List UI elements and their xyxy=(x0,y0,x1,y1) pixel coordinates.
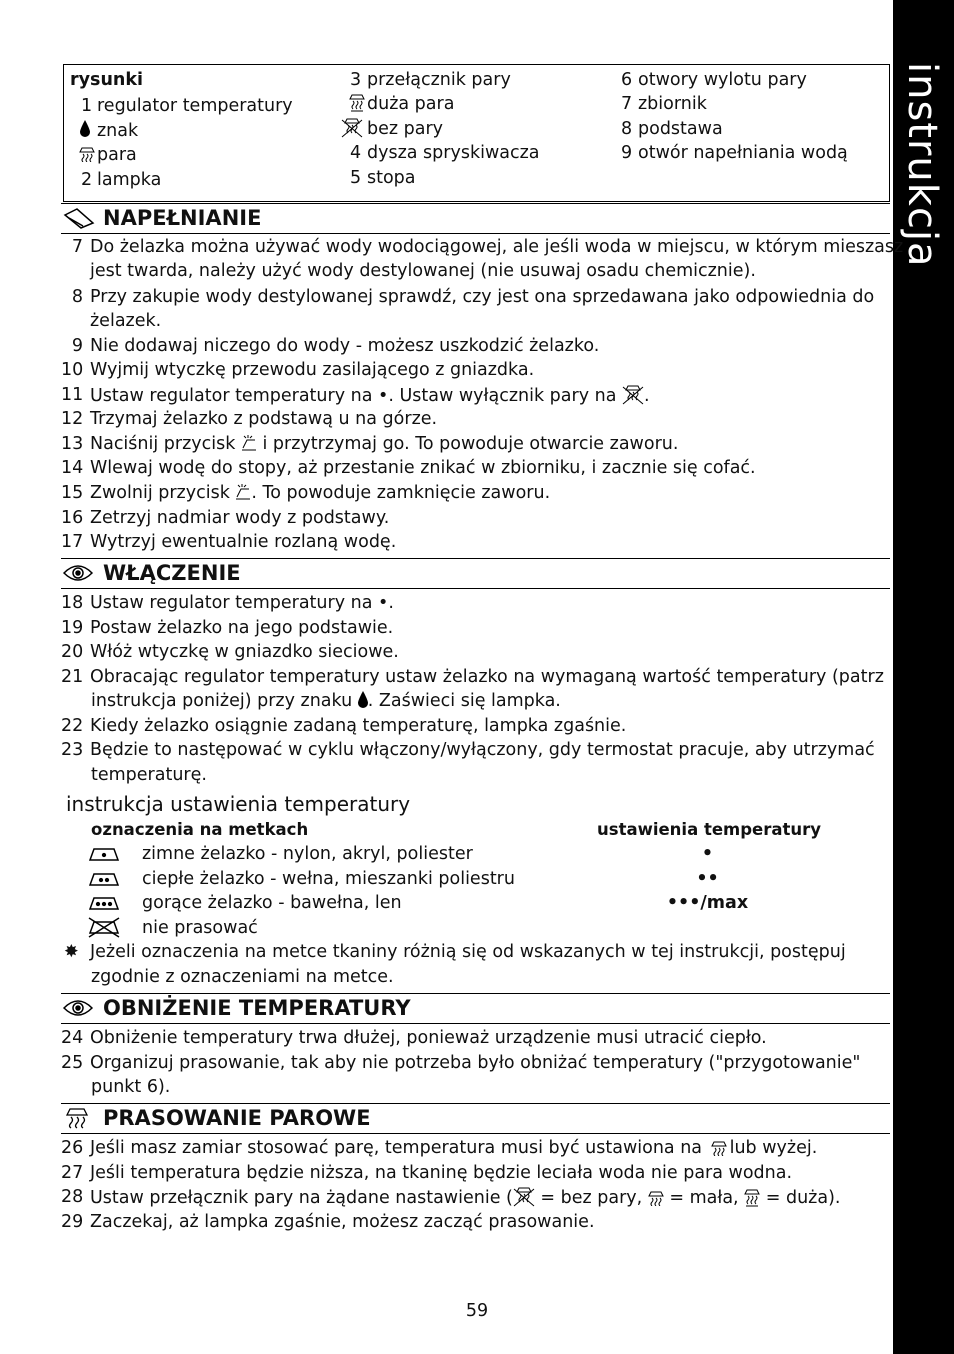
figure-item-label: regulator temperatury xyxy=(97,96,293,116)
iron-cool-icon xyxy=(88,845,120,863)
heavy-steam-icon xyxy=(349,94,365,112)
step-number: 12 xyxy=(61,409,84,429)
iron-hot-icon xyxy=(88,894,120,912)
step-text: Postaw żelazko na jego podstawie. xyxy=(90,618,394,638)
no-iron-icon xyxy=(86,916,122,938)
step-number: 24 xyxy=(61,1028,84,1048)
step-text: Naciśnij przycisk i przytrzymaj go. To powoduje otwarcie zaworu. xyxy=(90,434,679,454)
step-text: Organizuj prasowanie, tak aby nie potrzeba było obniżać temperatury ("przygotowanie" xyxy=(90,1053,861,1073)
figure-item-label: para xyxy=(97,145,137,165)
sidebar-title: instrukcja xyxy=(899,62,945,268)
step-text: Ustaw przełącznik pary na żądane nastawienie ( = bez pary, = mała, = duża). xyxy=(90,1188,841,1208)
step-text: Włóż wtyczkę w gniazdko sieciowe. xyxy=(90,642,399,662)
step-text: temperaturę. xyxy=(91,765,207,785)
figure-item-label: znak xyxy=(97,121,139,141)
figure-item-label: przełącznik pary xyxy=(367,70,511,90)
step-number: 8 xyxy=(71,287,83,307)
drop-icon xyxy=(80,120,90,138)
figure-item-label: podstawa xyxy=(638,119,723,139)
step-text: Obracając regulator temperatury ustaw żelazko na wymaganą wartość temperatury (patrz xyxy=(90,667,884,687)
step-text: Do żelazka można używać wody wodociągowej, ale jeśli woda w miejscu, w którym mieszasz xyxy=(90,237,904,257)
figure-item-number: 8 xyxy=(621,119,633,139)
step-text: Zetrzyj nadmiar wody z podstawy. xyxy=(90,508,390,528)
section-divider xyxy=(61,233,890,234)
no-steam-icon xyxy=(622,385,644,405)
spray-button-icon xyxy=(241,434,257,452)
step-text: Ustaw regulator temperatury na •. xyxy=(90,593,394,613)
step-text: żelazek. xyxy=(90,311,162,331)
figure-item-label: otwór napełniania wodą xyxy=(638,143,848,163)
steam-icon xyxy=(79,146,95,162)
temp-guide-note: Jeżeli oznaczenia na metce tkaniny różnią się od wskazanych w tej instrukcji, postępuj xyxy=(90,942,846,962)
step-text: Wlewaj wodę do stopy, aż przestanie znikać w zbiorniku, i zacznie się cofać. xyxy=(90,458,756,478)
step-number: 16 xyxy=(61,508,84,528)
step-number: 17 xyxy=(61,532,84,552)
step-text: Nie dodawaj niczego do wody - możesz uszkodzić żelazko. xyxy=(90,336,600,356)
temp-row-setting: • xyxy=(701,844,714,864)
no-steam-icon xyxy=(341,118,363,138)
temp-row-label: ciepłe żelazko - wełna, mieszanki poliestru xyxy=(142,869,515,889)
step-number: 15 xyxy=(61,483,84,503)
drop-icon xyxy=(358,691,368,709)
figure-item-number: 9 xyxy=(621,143,633,163)
figure-item-number: 4 xyxy=(350,143,362,163)
figure-item-label: lampka xyxy=(97,170,162,190)
figure-item-label: dysza spryskiwacza xyxy=(367,143,540,163)
step-text: punkt 6). xyxy=(91,1077,171,1097)
step-number: 21 xyxy=(61,667,84,687)
section-divider xyxy=(61,558,890,559)
step-number: 13 xyxy=(61,434,84,454)
section-title-switching-on: WŁĄCZENIE xyxy=(103,561,241,585)
step-number: 25 xyxy=(61,1053,84,1073)
temp-row-setting: •••/max xyxy=(666,893,749,913)
figures-heading: rysunki xyxy=(70,70,144,90)
figure-item-label: stopa xyxy=(367,168,416,188)
dot-icon: • xyxy=(378,386,389,406)
step-number: 22 xyxy=(61,716,84,736)
spray-button-icon xyxy=(235,483,251,501)
section-divider xyxy=(61,203,890,204)
figure-item-number: 1 xyxy=(81,96,93,116)
steam-icon xyxy=(65,1107,89,1129)
step-text: Trzymaj żelazko z podstawą u na górze. xyxy=(90,409,438,429)
step-text: Jeśli temperatura będzie niższa, na tkaninę będzie leciała woda nie para wodna. xyxy=(90,1163,793,1183)
section-divider xyxy=(61,588,890,589)
section-title-filling: NAPEŁNIANIE xyxy=(103,206,262,230)
step-text: Przy zakupie wody destylowanej sprawdź, czy jest ona sprzedawana jako odpowiednia do xyxy=(90,287,875,307)
section-title-steam: PRASOWANIE PAROWE xyxy=(103,1106,371,1130)
figure-item-number: 7 xyxy=(621,94,633,114)
figure-item-label: zbiornik xyxy=(638,94,707,114)
step-text: Ustaw regulator temperatury na •. Ustaw wyłącznik pary na . xyxy=(90,386,650,406)
temp-row-setting: •• xyxy=(696,869,719,889)
step-text: Jeśli masz zamiar stosować parę, temperatura musi być ustawiona na lub wyżej. xyxy=(90,1138,818,1158)
eye-icon xyxy=(63,998,93,1018)
temp-guide-col-setting: ustawienia temperatury xyxy=(597,820,822,839)
temp-row-label: gorące żelazko - bawełna, len xyxy=(142,893,402,913)
dot-icon: • xyxy=(378,593,389,613)
step-number: 28 xyxy=(61,1187,84,1207)
section-title-lowering: OBNIŻENIE TEMPERATURY xyxy=(103,996,411,1020)
iron-warm-icon xyxy=(88,870,120,888)
page-number: 59 xyxy=(465,1301,489,1321)
step-text: Będzie to następować w cyklu włączony/wyłączony, gdy termostat pracuje, aby utrzymać xyxy=(90,740,875,760)
warning-star-icon: ✸ xyxy=(64,942,79,962)
step-number: 23 xyxy=(61,740,84,760)
figure-item-label: bez pary xyxy=(367,119,444,139)
section-divider xyxy=(61,1133,890,1134)
step-text: Wytrzyj ewentualnie rozlaną wodę. xyxy=(90,532,397,552)
figure-item-label: duża para xyxy=(367,94,455,114)
step-text: Kiedy żelazko osiągnie zadaną temperaturę, lampka zgaśnie. xyxy=(90,716,627,736)
step-number: 29 xyxy=(61,1212,84,1232)
section-divider xyxy=(61,993,890,994)
step-text: Wyjmij wtyczkę przewodu zasilającego z gniazdka. xyxy=(90,360,535,380)
section-divider xyxy=(61,1023,890,1024)
figure-item-number: 3 xyxy=(350,70,362,90)
temp-row-label: zimne żelazko - nylon, akryl, poliester xyxy=(142,844,473,864)
step-number: 14 xyxy=(61,458,84,478)
filling-icon xyxy=(63,207,95,229)
no-steam-icon xyxy=(513,1187,535,1207)
steam-icon xyxy=(648,1190,664,1206)
step-number: 7 xyxy=(71,237,83,257)
step-number: 11 xyxy=(61,385,84,405)
figure-item-label: otwory wylotu pary xyxy=(638,70,807,90)
heavy-steam-icon xyxy=(744,1189,760,1207)
step-number: 18 xyxy=(61,593,84,613)
section-divider xyxy=(61,1103,890,1104)
figure-item-number: 2 xyxy=(81,170,93,190)
step-number: 9 xyxy=(71,336,83,356)
step-text: Zaczekaj, aż lampka zgaśnie, możesz zacząć prasowanie. xyxy=(90,1212,595,1232)
temp-guide-col-label: oznaczenia na metkach xyxy=(91,820,309,839)
figure-item-number: 5 xyxy=(350,168,362,188)
temp-row-label: nie prasować xyxy=(142,918,258,938)
step-text: Obniżenie temperatury trwa dłużej, ponieważ urządzenie musi utracić ciepło. xyxy=(90,1028,767,1048)
step-number: 19 xyxy=(61,618,84,638)
step-text: Zwolnij przycisk . To powoduje zamknięcie zaworu. xyxy=(90,483,551,503)
figure-item-number: 6 xyxy=(621,70,633,90)
step-number: 27 xyxy=(61,1163,84,1183)
eye-icon xyxy=(63,563,93,583)
step-number: 20 xyxy=(61,642,84,662)
step-number: 10 xyxy=(61,360,84,380)
step-number: 26 xyxy=(61,1138,84,1158)
steam-icon xyxy=(711,1140,727,1156)
step-text: jest twarda, należy użyć wody destylowanej (nie usuwaj osadu chemicznie). xyxy=(90,261,756,281)
step-text: instrukcja poniżej) przy znaku . Zaświeci się lampka. xyxy=(91,691,561,711)
temp-guide-note: zgodnie z oznaczeniami na metce. xyxy=(91,967,394,987)
temp-guide-title: instrukcja ustawienia temperatury xyxy=(66,792,411,816)
